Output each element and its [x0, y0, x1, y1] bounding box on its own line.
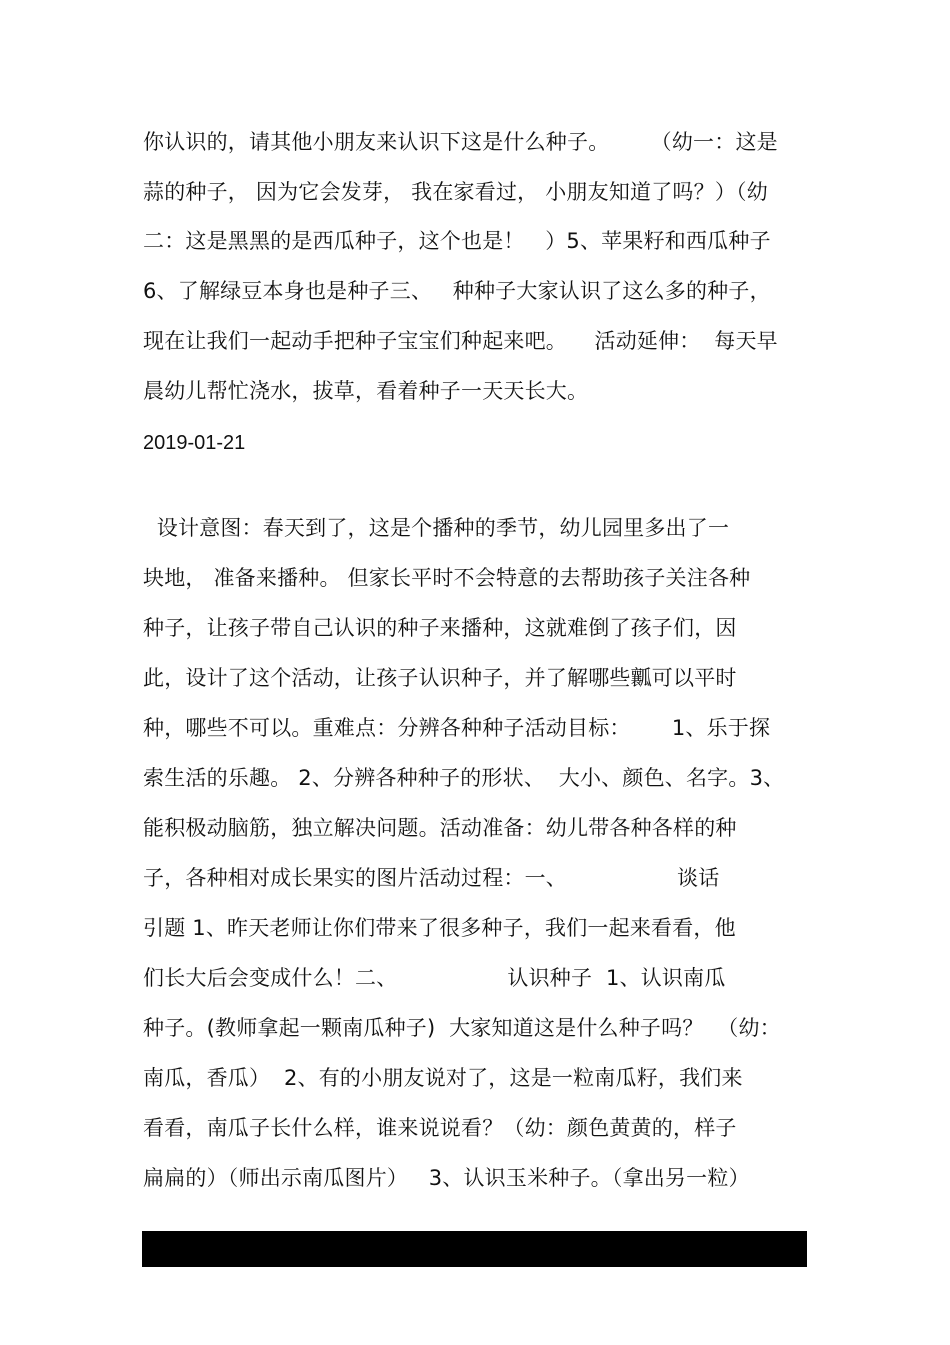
- black-footer-bar: [142, 1231, 807, 1267]
- text-line: 扁扁的）（师出示南瓜图片） 3、认识玉米种子。（拿出另一粒）: [143, 1166, 750, 1190]
- date-label: 2019-01-21: [143, 432, 246, 454]
- text-line: 南瓜，香瓜） 2、有的小朋友说对了，这是一粒南瓜籽，我们来: [143, 1066, 743, 1090]
- text-line: 能积极动脑筋，独立解决问题。活动准备：幼儿带各种各样的种: [143, 816, 737, 840]
- text-line: 块地， 准备来播种。 但家长平时不会特意的去帮助孩子关注各种: [143, 566, 751, 590]
- text-line: 子，各种相对成长果实的图片活动过程：一、 谈话: [143, 866, 720, 890]
- text-line: 设计意图：春天到了，这是个播种的季节，幼儿园里多出了一: [143, 516, 730, 540]
- text-line: 看看，南瓜子长什么样，谁来说说看？（幼：颜色黄黄的，样子: [143, 1116, 737, 1140]
- text-line: 种子。(教师拿起一颗南瓜种子) 大家知道这是什么种子吗？ （幼：: [143, 1016, 781, 1040]
- text-line: 此，设计了这个活动，让孩子认识种子，并了解哪些瓤可以平时: [143, 666, 737, 690]
- text-line: 种，哪些不可以。重难点：分辨各种种子活动目标： 1、乐于探: [143, 716, 771, 740]
- text-line: 现在让我们一起动手把种子宝宝们种起来吧。 活动延伸： 每天早: [143, 329, 778, 353]
- text-line: 索生活的乐趣。 2、分辨各种种子的形状、 大小、颜色、名字。3、: [143, 766, 785, 790]
- text-line: 晨幼儿帮忙浇水，拔草，看着种子一天天长大。: [143, 379, 589, 403]
- text-line: 蒜的种子， 因为它会发芽， 我在家看过， 小朋友知道了吗？）（幼: [143, 180, 768, 204]
- text-line: 引题 1、昨天老师让你们带来了很多种子，我们一起来看看，他: [143, 916, 736, 940]
- text-line: 们长大后会变成什么！二、 认识种子 1、认识南瓜: [143, 966, 726, 990]
- text-line: 种子，让孩子带自己认识的种子来播种，这就难倒了孩子们，因: [143, 616, 737, 640]
- text-line: 你认识的，请其他小朋友来认识下这是什么种子。 （幼一：这是: [143, 130, 778, 154]
- text-line: 二：这是黑黑的是西瓜种子，这个也是！ ）5、苹果籽和西瓜种子: [143, 229, 771, 253]
- text-line: 6、了解绿豆本身也是种子三、 种种子大家认识了这么多的种子，: [143, 279, 771, 303]
